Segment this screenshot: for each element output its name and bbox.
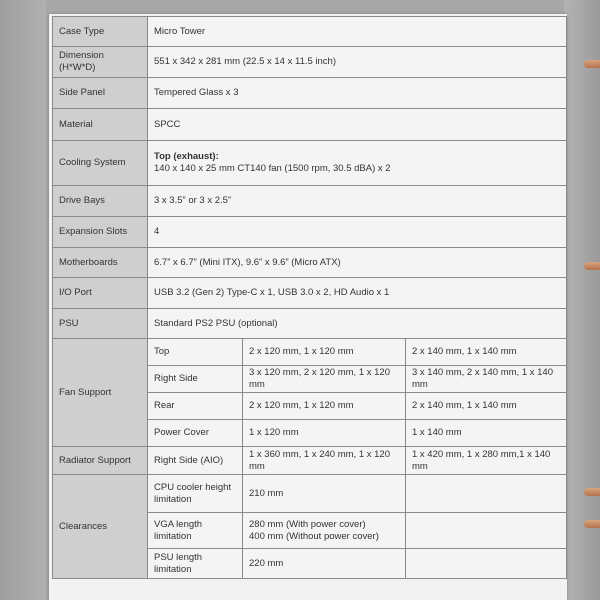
- spec-label: Dimension (H*W*D): [53, 47, 148, 78]
- spec-label: I/O Port: [53, 278, 148, 309]
- clearance-value-line: 400 mm (Without power cover): [249, 530, 379, 542]
- spec-value: 551 x 342 x 281 mm (22.5 x 14 x 11.5 inch): [148, 47, 567, 78]
- copper-pipe-decoration: [584, 520, 600, 528]
- spec-row-cooling-system: [53, 141, 567, 186]
- clearance-empty-cell: [406, 475, 567, 513]
- spec-row-dimension: [53, 47, 567, 78]
- copper-pipe-decoration: [584, 262, 600, 270]
- clearance-value-line: 220 mm: [249, 557, 284, 569]
- clearances-label: Clearances: [53, 475, 148, 579]
- clearance-value: [243, 549, 406, 579]
- clearance-value: [243, 513, 406, 549]
- spec-value: Tempered Glass x 3: [148, 78, 567, 109]
- spec-value: 3 x 3.5” or 3 x 2.5”: [148, 186, 567, 217]
- copper-pipe-decoration: [584, 488, 600, 496]
- fan-120-value: 2 x 120 mm, 1 x 120 mm: [243, 339, 406, 366]
- clearance-item: PSU length limitation: [148, 549, 243, 579]
- spec-label: Material: [53, 109, 148, 141]
- spec-row-side-panel: [53, 78, 567, 109]
- background-right: [564, 0, 600, 600]
- spec-value: SPCC: [148, 109, 567, 141]
- copper-pipe-decoration: [584, 60, 600, 68]
- fan-120-value: 1 x 120 mm: [243, 420, 406, 447]
- spec-value: 6.7” x 6.7” (Mini ITX), 9.6” x 9.6” (Micro ATX): [148, 248, 567, 278]
- spec-label: Drive Bays: [53, 186, 148, 217]
- clearance-value-line: 280 mm (With power cover): [249, 518, 366, 530]
- fan-120-value: 2 x 120 mm, 1 x 120 mm: [243, 393, 406, 420]
- fan-position: Power Cover: [148, 420, 243, 447]
- spec-value: Standard PS2 PSU (optional): [148, 309, 567, 339]
- clearance-item: CPU cooler height limitation: [148, 475, 243, 513]
- spec-row-io-port: [53, 278, 567, 309]
- radiator-position: Right Side (AIO): [148, 447, 243, 475]
- specifications-table: [52, 16, 567, 579]
- fan-140-value: 3 x 140 mm, 2 x 140 mm, 1 x 140 mm: [406, 366, 567, 393]
- clearance-item: VGA length limitation: [148, 513, 243, 549]
- fan-position: Right Side: [148, 366, 243, 393]
- spec-value: Micro Tower: [148, 17, 567, 47]
- spec-row-expansion-slots: [53, 217, 567, 248]
- spec-label: Motherboards: [53, 248, 148, 278]
- cooling-title: Top (exhaust):: [154, 151, 219, 163]
- fan-support-label: Fan Support: [53, 339, 148, 447]
- clearance-value: [243, 475, 406, 513]
- clearance-empty-cell: [406, 549, 567, 579]
- spec-value: [148, 141, 567, 186]
- clearance-value-line: 210 mm: [249, 487, 284, 499]
- spec-row-material: [53, 109, 567, 141]
- background-left: [0, 0, 46, 600]
- clearance-row: [53, 475, 567, 513]
- fan-140-value: 2 x 140 mm, 1 x 140 mm: [406, 393, 567, 420]
- spec-row-psu: [53, 309, 567, 339]
- fan-140-value: 1 x 140 mm: [406, 420, 567, 447]
- spec-row-case-type: [53, 17, 567, 47]
- radiator-support-label: Radiator Support: [53, 447, 148, 475]
- fan-position: Top: [148, 339, 243, 366]
- spec-value: USB 3.2 (Gen 2) Type-C x 1, USB 3.0 x 2, HD Audio x 1: [148, 278, 567, 309]
- spec-row-motherboards: [53, 248, 567, 278]
- spec-label: PSU: [53, 309, 148, 339]
- clearance-empty-cell: [406, 513, 567, 549]
- spec-label: Case Type: [53, 17, 148, 47]
- fan-position: Rear: [148, 393, 243, 420]
- spec-value: 4: [148, 217, 567, 248]
- fan-support-row: [53, 339, 567, 366]
- radiator-120-value: 1 x 360 mm, 1 x 240 mm, 1 x 120 mm: [243, 447, 406, 475]
- fan-140-value: 2 x 140 mm, 1 x 140 mm: [406, 339, 567, 366]
- radiator-140-value: 1 x 420 mm, 1 x 280 mm,1 x 140 mm: [406, 447, 567, 475]
- cooling-detail: 140 x 140 x 25 mm CT140 fan (1500 rpm, 30.5 dBA) x 2: [154, 163, 391, 174]
- spec-label: Side Panel: [53, 78, 148, 109]
- fan-120-value: 3 x 120 mm, 2 x 120 mm, 1 x 120 mm: [243, 366, 406, 393]
- spec-label: Cooling System: [53, 141, 148, 186]
- spec-row-drive-bays: [53, 186, 567, 217]
- spec-label: Expansion Slots: [53, 217, 148, 248]
- radiator-support-row: [53, 447, 567, 475]
